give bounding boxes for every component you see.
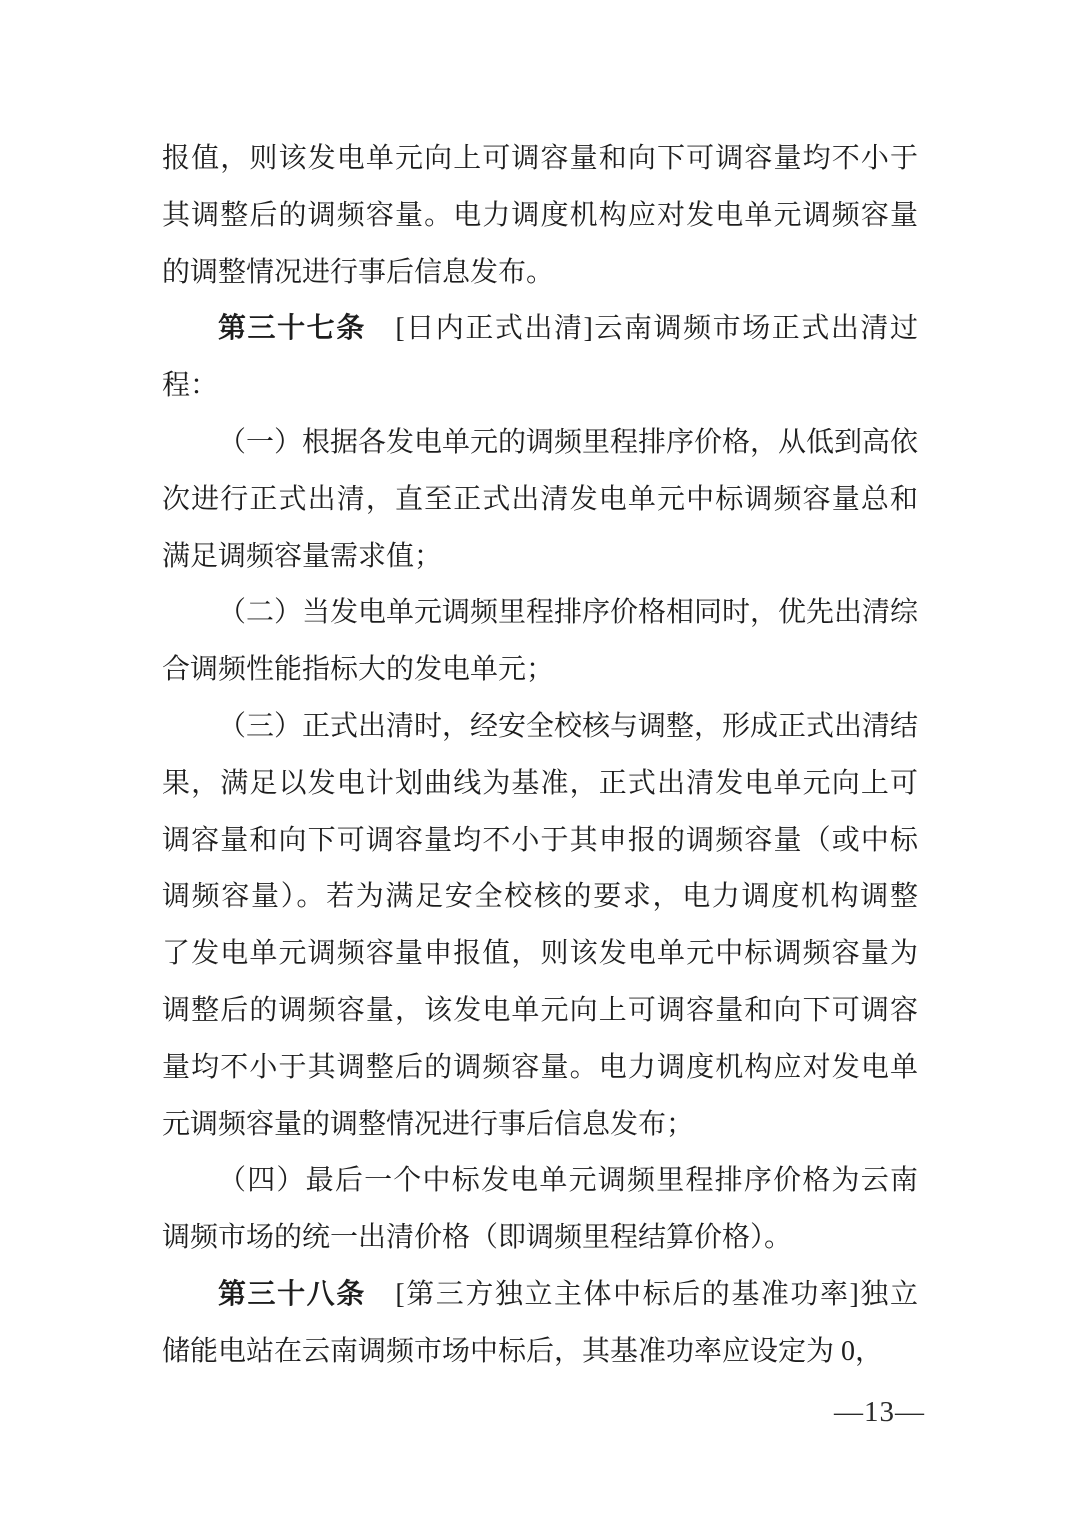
article-number-heading: 第三十七条 (218, 313, 366, 345)
text-line (162, 1040, 918, 1097)
text-line (162, 699, 918, 756)
text-line (162, 529, 918, 586)
text-line (162, 813, 918, 870)
line-text: 次进行正式出清，直至正式出清发电单元中标调频容量总和 (162, 483, 918, 515)
line-text: 程： (162, 370, 219, 402)
line-text: 量均不小于其调整后的调频容量。电力调度机构应对发电单 (162, 1051, 918, 1083)
line-text: [日内正式出清]云南调频市场正式出清过 (365, 313, 918, 345)
line-text: 调整后的调频容量，该发电单元向上可调容量和向下可调容 (162, 994, 918, 1026)
text-line (162, 869, 918, 926)
line-text: 储能电站在云南调频市场中标后，其基准功率应设定为 0， (162, 1335, 884, 1367)
text-line (162, 1267, 918, 1324)
line-text: 的调整情况进行事后信息发布。 (162, 256, 555, 288)
line-text: （三）正式出清时，经安全校核与调整，形成正式出清结 (218, 710, 918, 742)
text-line (162, 642, 918, 699)
page-number: —13— (834, 1396, 925, 1428)
article-number-heading: 第三十八条 (218, 1278, 366, 1310)
line-text: 调容量和向下可调容量均不小于其申报的调频容量（或中标 (162, 824, 918, 856)
text-line (162, 245, 918, 302)
text-line (162, 415, 918, 472)
text-line (162, 926, 918, 983)
line-text: 了发电单元调频容量申报值，则该发电单元中标调频容量为 (162, 938, 918, 970)
text-line (162, 301, 918, 358)
text-line (162, 188, 918, 245)
line-text: 报值，则该发电单元向上可调容量和向下可调容量均不小于 (162, 143, 918, 174)
line-text: 调频容量）。若为满足安全校核的要求，电力调度机构调整 (162, 881, 918, 913)
text-line (162, 585, 918, 642)
line-text: 调频市场的统一出清价格（即调频里程结算价格）。 (162, 1222, 793, 1254)
line-text: 元调频容量的调整情况进行事后信息发布； (162, 1108, 695, 1140)
text-line (162, 1097, 918, 1154)
line-text: （四）最后一个中标发电单元调频里程排序价格为云南 (218, 1165, 918, 1197)
text-line (162, 1324, 918, 1381)
line-text: 满足调频容量需求值； (162, 540, 443, 572)
text-line (162, 756, 918, 813)
text-line (162, 1210, 918, 1267)
text-line (162, 1153, 918, 1210)
line-text: 合调频性能指标大的发电单元； (162, 654, 555, 686)
text-line (162, 983, 918, 1040)
text-line (162, 358, 918, 415)
line-text: 果，满足以发电计划曲线为基准，正式出清发电单元向上可 (162, 767, 918, 799)
text-line (162, 131, 918, 188)
line-text: （二）当发电单元调频里程排序价格相同时，优先出清综 (218, 597, 918, 629)
document-page (162, 131, 918, 1381)
line-text: （一）根据各发电单元的调频里程排序价格，从低到高依 (218, 426, 918, 458)
text-line (162, 472, 918, 529)
line-text: 其调整后的调频容量。电力调度机构应对发电单元调频容量 (162, 199, 918, 231)
line-text: [第三方独立主体中标后的基准功率]独立 (365, 1278, 918, 1310)
